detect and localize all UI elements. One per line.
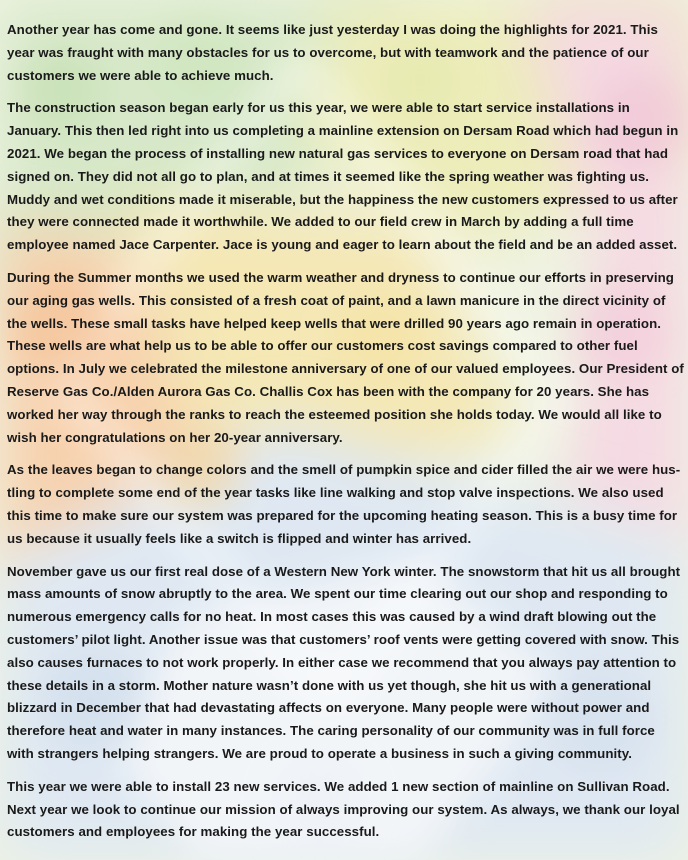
- paragraph-november-winter: November gave us our first real dose of a Western New York winter. The snowstorm that hit us all brought mass amounts of snow abruptly to the area. We spent our time clearing out our shop and responding to numerous emergency calls for no heat. In most cases this was caused by a wind draft blowing out the customers’ pilot light. Another issue was that customers’ roof vents were getting covered with snow. This also causes furnaces to not work properly. In either case we recommend that you always pay attention to these details in a storm. Mother nature wasn’t done with us yet though, she hit us with a generational blizzard in December that had devastating affects on everyone. Many people were without power and therefore heat and water in many instances. The caring personality of our community was in full force with strangers helping strangers. We are proud to operate a business in such a giving community.: [7, 563, 681, 761]
- paragraph-construction-season: The construction season began early for us this year, we were able to start service installations in January. This then led right into us completing a mainline extension on Dersam Road which had begun in 2021. We began the process of installing new natural gas services to everyone on Dersam road that had signed on. They did not all go to plan, and at times it seemed like the spring weather was fighting us. Muddy and wet conditions made it miserable, but the happiness the new customers expressed to us after they were connected made it worthwhile. We added to our field crew in March by adding a full time employee named Jace Carpenter. Jace is young and eager to learn about the field and be an added asset.: [7, 100, 679, 253]
- paragraph-year-summary: This year we were able to install 23 new services. We added 1 new section of mainline on Sullivan Road. Next year we look to continue our mission of always improving our system. As always, we thank our loyal customers and employees for making the year successful.: [7, 778, 680, 840]
- paragraph-autumn-tasks: As the leaves began to change colors and the smell of pumpkin spice and cider filled the air we were hus-tling to complete some end of the year tasks like line walking and stop valve inspections. We also used this time to make sure our system was prepared for the upcoming heating season. This is a busy time for us because it usually feels like a switch is flipped and winter has arrived.: [7, 462, 681, 546]
- paragraph-intro: Another year has come and gone. It seems like just yesterday I was doing the highlights for 2021. This year was fraught with many obstacles for us to overcome, but with teamwork and the patience of our customers we were able to achieve much.: [7, 22, 658, 83]
- paragraph-summer-months: During the Summer months we used the warm weather and dryness to continue our efforts in preserving our aging gas wells. This consisted of a fresh coat of paint, and a lawn manicure in the direct vicinity of the wells. These small tasks have helped keep wells that were drilled 90 years ago remain in operation. These wells are what help us to be able to offer our customers cost savings compared to other fuel options. In July we celebrated the milestone anniversary of one of our valued employees. Our President of Reserve Gas Co./Alden Aurora Gas Co. Challis Cox has been with the company for 20 years. She has worked her way through the ranks to reach the esteemed position she holds today. We would all like to wish her congratulations on her 20-year anniversary.: [7, 269, 684, 445]
